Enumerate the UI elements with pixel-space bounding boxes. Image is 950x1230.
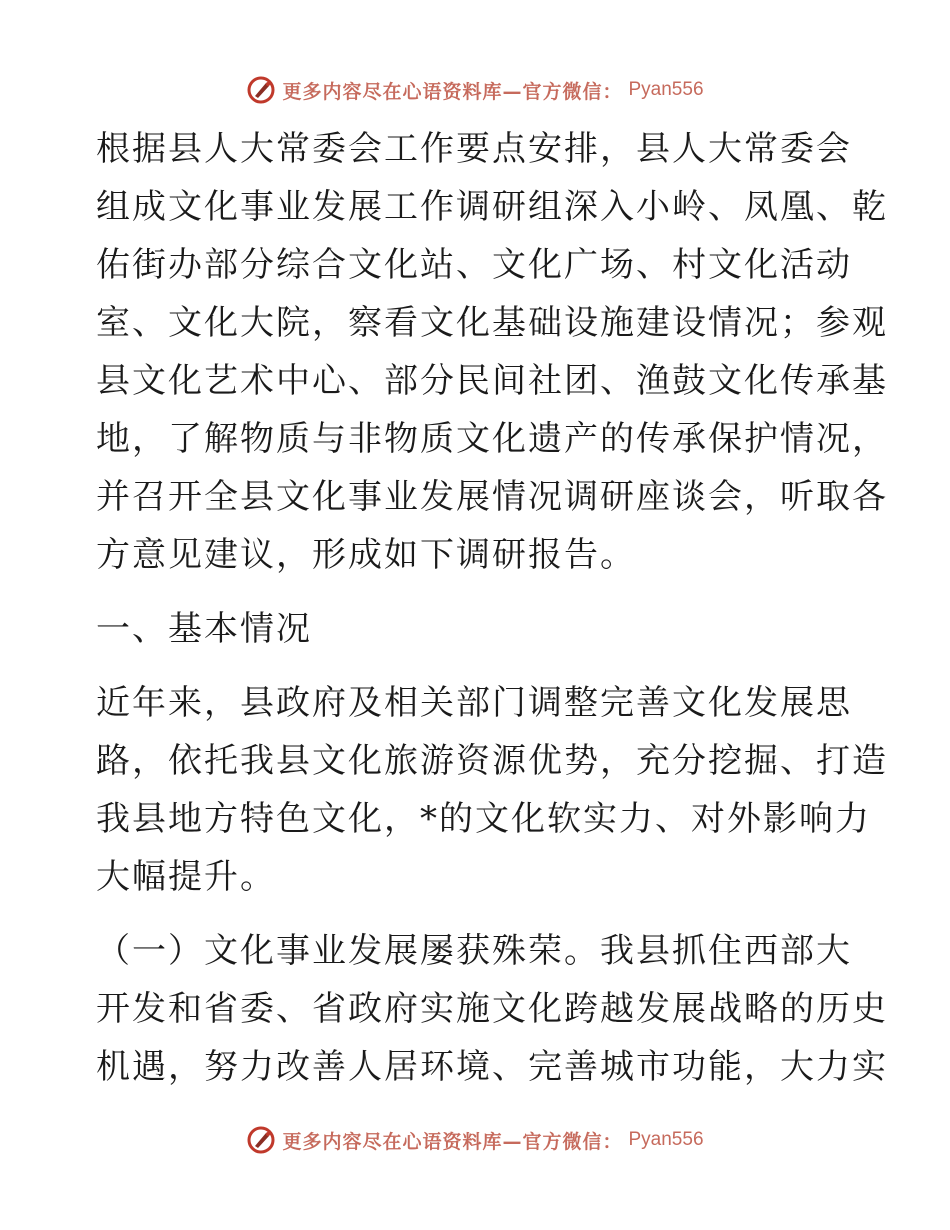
- heading-line: 一、基本情况: [96, 609, 312, 649]
- watermark-wechat-id: Pyan556: [628, 79, 704, 100]
- text-line: 根据县人大常委会工作要点安排，县人大常委会: [96, 129, 852, 169]
- text-line: 大幅提升。: [96, 857, 276, 897]
- text-line: 地，了解物质与非物质文化遗产的传承保护情况，: [96, 419, 888, 459]
- text-line: 组成文化事业发展工作调研组深入小岭、凤凰、乾: [96, 187, 888, 227]
- text-line: 我县地方特色文化，*的文化软实力、对外影响力: [96, 799, 871, 839]
- footer-watermark: [0, 1120, 950, 1160]
- pen-logo-icon: [246, 75, 276, 105]
- header-watermark: [0, 70, 950, 110]
- paragraph-overview: [96, 674, 888, 906]
- text-line: 并召开全县文化事业发展情况调研座谈会，听取各: [96, 477, 888, 517]
- paragraph-intro: [96, 120, 888, 584]
- paragraph-subsection-1: [96, 922, 888, 1096]
- watermark-text: 更多内容尽在心语资料库—官方微信：: [282, 80, 623, 103]
- section-heading: [96, 600, 856, 658]
- text-line: 室、文化大院，察看文化基础设施建设情况；参观: [96, 303, 888, 343]
- watermark-wechat-id: Pyan556: [628, 1129, 704, 1150]
- text-line: 开发和省委、省政府实施文化跨越发展战略的历史: [96, 989, 888, 1029]
- text-line: 县文化艺术中心、部分民间社团、渔鼓文化传承基: [96, 361, 888, 401]
- text-line: 路，依托我县文化旅游资源优势，充分挖掘、打造: [96, 741, 888, 781]
- text-line: 机遇，努力改善人居环境、完善城市功能，大力实: [96, 1047, 888, 1087]
- document-body: [96, 120, 888, 1112]
- text-line: 近年来，县政府及相关部门调整完善文化发展思: [96, 683, 852, 723]
- pen-logo-icon: [246, 1125, 276, 1155]
- text-line: 佑街办部分综合文化站、文化广场、村文化活动: [96, 245, 852, 285]
- watermark-text: 更多内容尽在心语资料库—官方微信：: [282, 1130, 623, 1153]
- text-line: （一）文化事业发展屡获殊荣。我县抓住西部大: [96, 931, 852, 971]
- text-line: 方意见建议，形成如下调研报告。: [96, 535, 636, 575]
